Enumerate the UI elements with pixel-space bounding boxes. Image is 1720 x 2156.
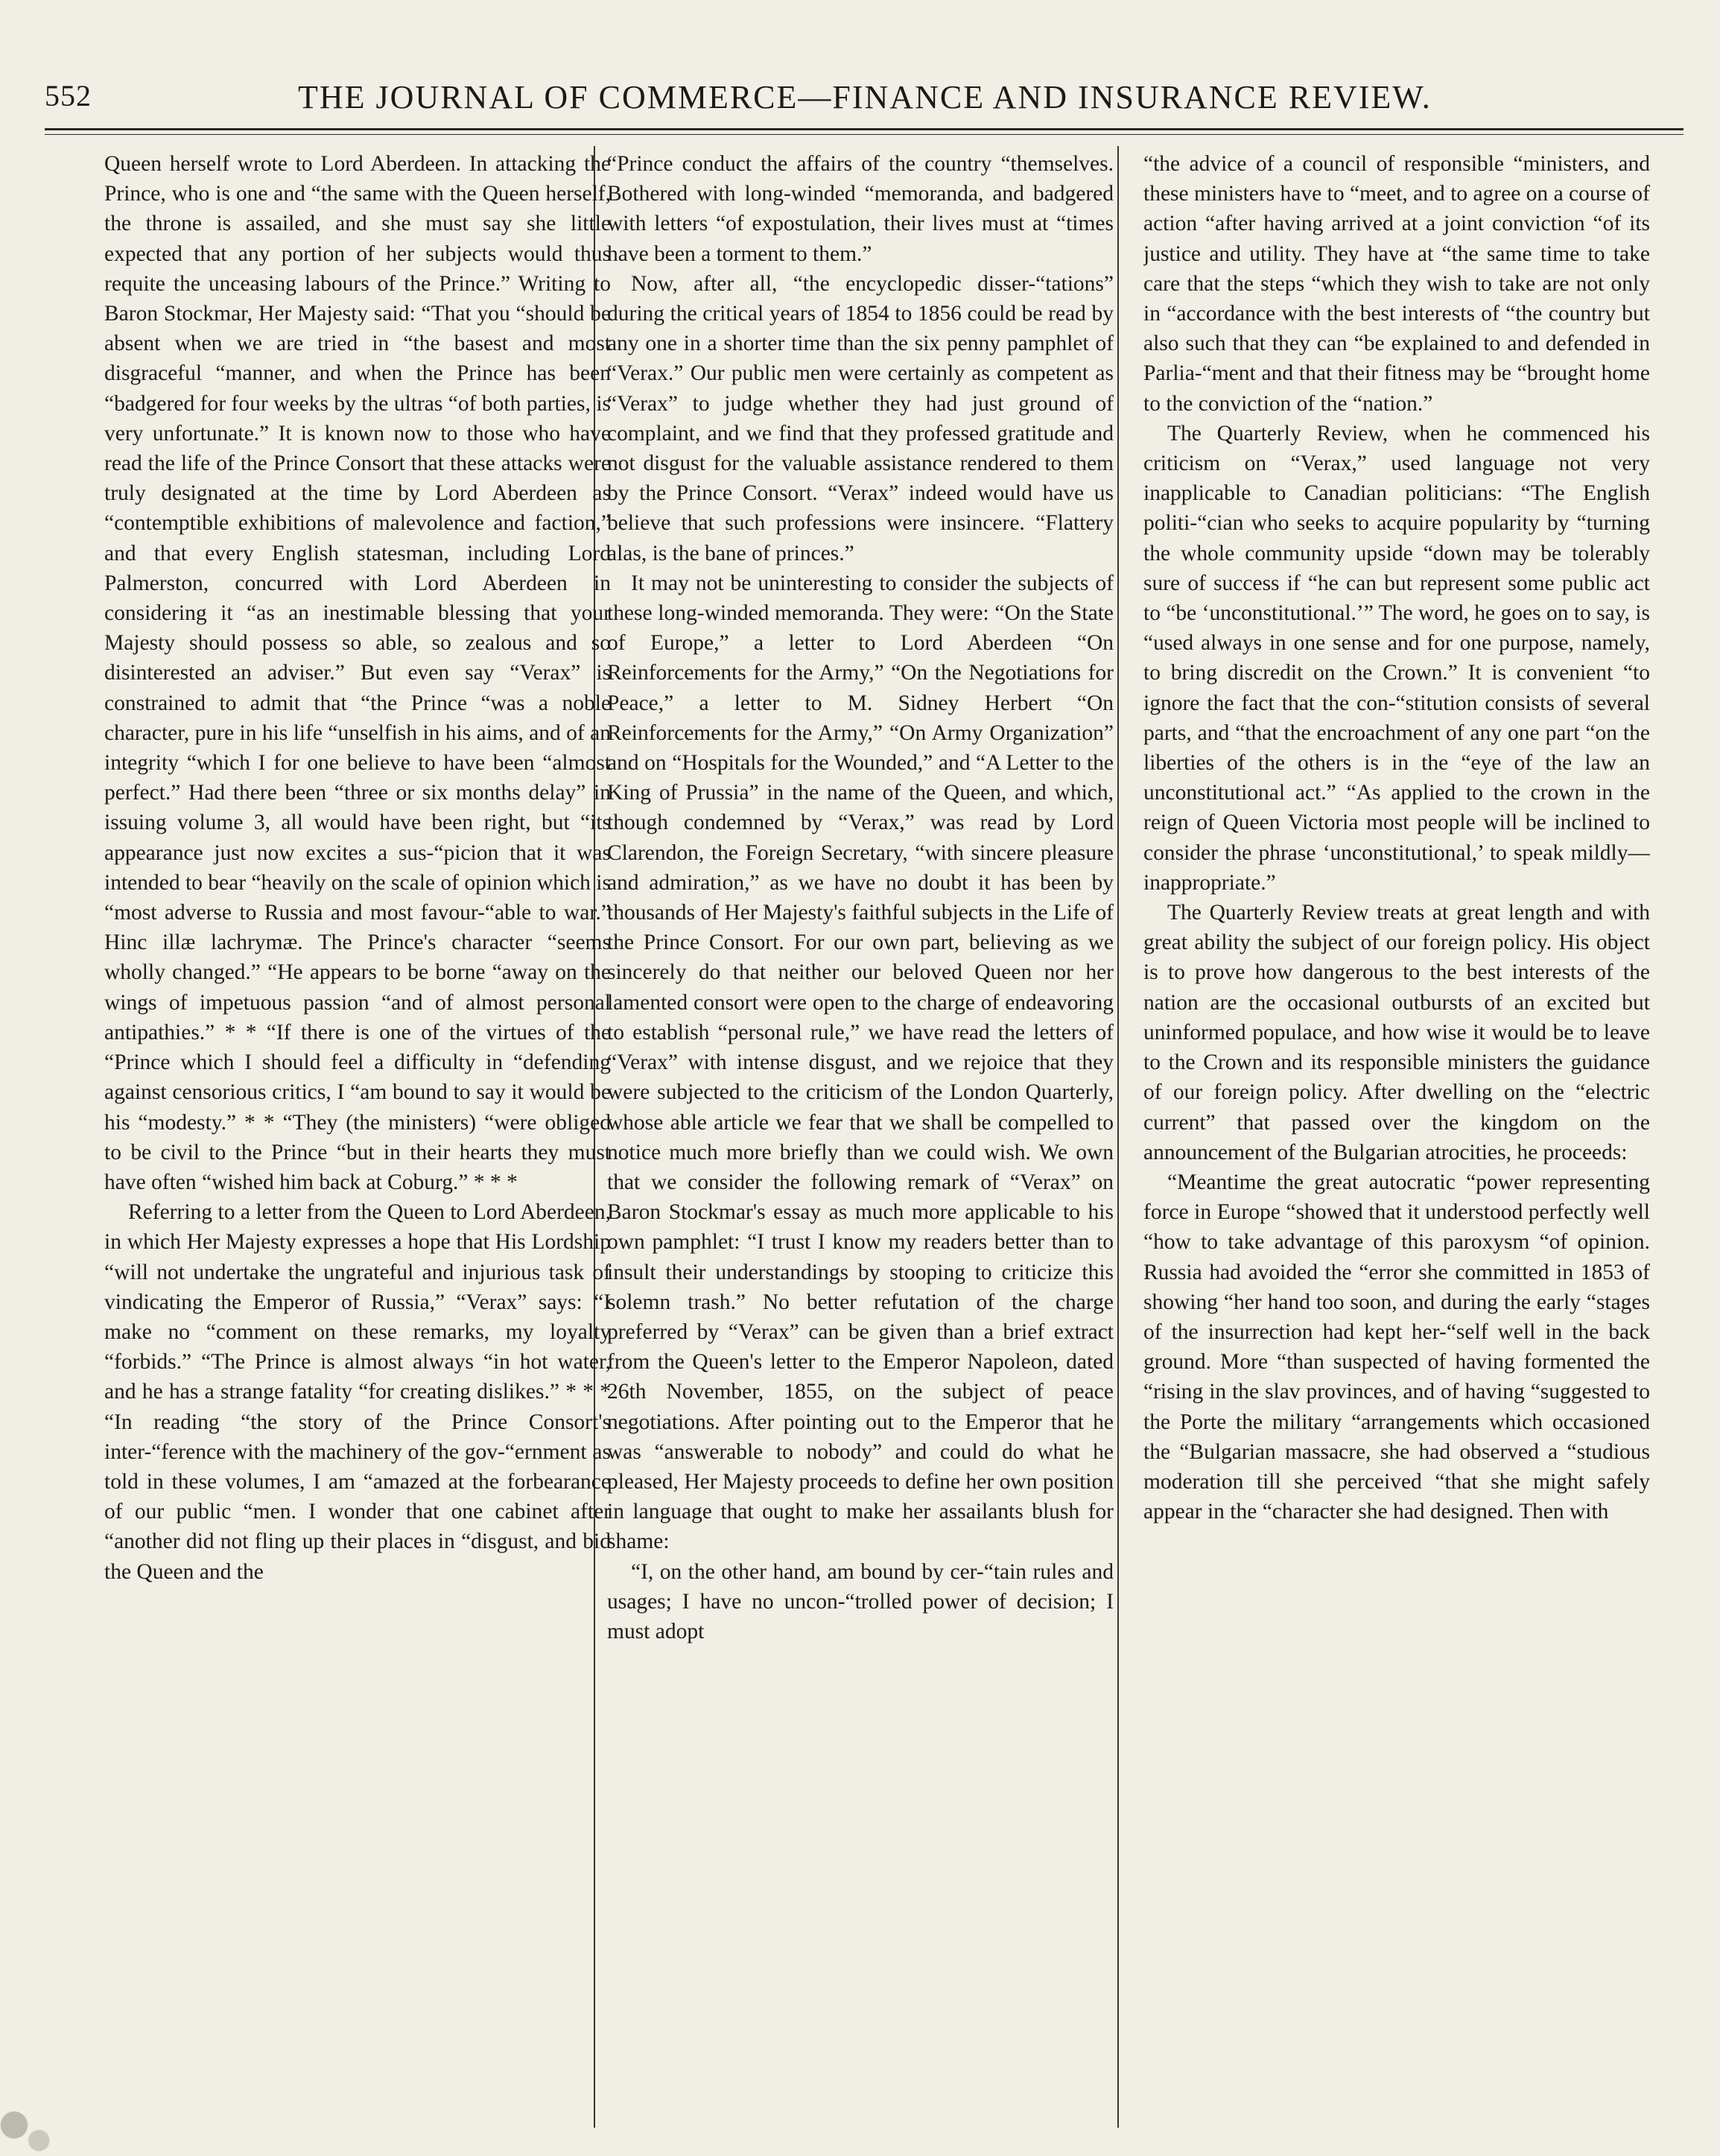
column-2 bbox=[607, 149, 1114, 2131]
paragraph: “Prince conduct the affairs of the country “themselves. Bothered with long-winded “memoranda, and badgered with letters “of expostulation, their lives must at “times have been a torment to them.” bbox=[607, 152, 1114, 266]
column-divider bbox=[1117, 146, 1119, 2128]
paragraph: The Quarterly Review, when he commenced his criticism on “Verax,” used language not very inapplicable to Canadian politicians: “The English politi-“cian who seeks to acquire popularity by “turning the whole community upside “down may be tolerably sure of success if “he can but represent some public act to “be ‘unconstitutional.’” The word, he goes on to say, is “used always in one sense and for one purpose, namely, to bring discredit on the Crown.” It is convenient “to ignore the fact that the con-“stitution consists of several parts, and “that the encroachment of any one part “on the liberties of the others is in the “eye of the law an unconstitutional act.” “As applied to the crown in the reign of Queen Victoria most people will be inclined to consider the phrase ‘unconstitutional,’ to speak mildly—inappropriate.” bbox=[1143, 421, 1650, 895]
paper-blemish bbox=[0, 2079, 71, 2156]
column-1 bbox=[104, 149, 611, 2131]
header-rule-thin bbox=[45, 134, 1683, 135]
paragraph: “the advice of a council of responsible “ministers, and these ministers have to “meet, and to agree on a course of action “after having arrived at a joint conviction “of its justice and utility. They have at “the same time to take care that the steps “which they wish to take are not only in “accordance with the best interests of “the country but also such that they can “be explained to and defended in Parlia-“ment and that their fitness may be “brought home to the conviction of the “nation.” bbox=[1143, 152, 1650, 416]
page-header bbox=[45, 78, 1683, 123]
paragraph: “Meantime the great autocratic “power representing force in Europe “showed that it understood perfectly well “how to take advantage of this paroxysm “of opinion. Russia had avoided the “error she committed in 1853 of showing “her hand too soon, and during the early “stages of the insurrection had kept her-“self well in the back ground. More “than suspected of having formented the “rising in the slav provinces, and of having “suggested to the Porte the military “arrangements which occasioned the “Bulgarian massacre, she had observed a “studious moderation till she perceived “that she might safely appear in the “character she had designed. Then with bbox=[1143, 1170, 1650, 1524]
paragraph: Referring to a letter from the Queen to Lord Aberdeen, in which Her Majesty expresses a hope that His Lordship “will not undertake the ungrateful and injurious task of vindicating the Emperor of Russia,” “Verax” says: “I make no “comment on these remarks, my loyalty “forbids.” “The Prince is almost always “in hot water, and he has a strange fatality “for creating dislikes.” * * * “In reading “the story of the Prince Consort's inter-“ference with the machinery of the gov-“ernment as told in these volumes, I am “amazed at the forbearance of our public “men. I wonder that one cabinet after “another did not fling up their places in “disgust, and bid the Queen and the bbox=[104, 1200, 611, 1584]
running-title: THE JOURNAL OF COMMERCE—FINANCE AND INSURANCE REVIEW. bbox=[298, 79, 1432, 115]
paragraph: Now, after all, “the encyclopedic disser-“tations” during the critical years of 1854 to 1856 could be read by any one in a shorter time than the six penny pamphlet of “Verax.” Our public men were certainly as competent as “Verax” to judge whether they had just ground of complaint, and we find that they professed gratitude and not disgust for the valuable assistance rendered to them by the Prince Consort. “Verax” indeed would have us believe that such professions were insincere. “Flattery alas, is the bane of princes.” bbox=[607, 271, 1114, 565]
paragraph: “I, on the other hand, am bound by cer-“tain rules and usages; I have no uncon-“trolled power of decision; I must adopt bbox=[607, 1559, 1114, 1643]
paragraph: Queen herself wrote to Lord Aberdeen. In attacking the Prince, who is one and “the same with the Queen herself, the throne is assailed, and she must say she little expected that any portion of her subjects would thus requite the unceasing labours of the Prince.” Writing to Baron Stockmar, Her Majesty said: “That you “should be absent when we are tried in “the basest and most disgraceful “manner, and when the Prince has been “badgered for four weeks by the ultras “of both parties, is very unfortunate.” It is known now to those who have read the life of the Prince Consort that these attacks were truly designated at the time by Lord Aberdeen as “contemptible exhibitions of malevolence and faction,” and that every English statesman, including Lord Palmerston, concurred with Lord Aberdeen in considering it “as an inestimable blessing that your Majesty should possess so able, so zealous and so disinterested an adviser.” But even say “Verax” is constrained to admit that “the Prince “was a noble character, pure in his life “unselfish in his aims, and of an integrity “which I for one believe to have been “almost perfect.” Had there been “three or six months delay” in issuing volume 3, all would have been right, but “its appearance just now excites a sus-“picion that it was intended to bear “heavily on the scale of opinion which is “most adverse to Russia and most favour-“able to war.” Hinc illæ lachrymæ. The Prince's character “seems wholly changed.” “He appears to be borne “away on the wings of impetuous passion “and of almost personal antipathies.” * * “If there is one of the virtues of the “Prince which I should feel a difficulty in “defending against censorious critics, I “am bound to say it would be his “modesty.” * * “They (the ministers) “were obliged to be civil to the Prince “but in their hearts they must have often “wished him back at Coburg.” * * * bbox=[104, 152, 611, 1194]
column-3 bbox=[1143, 149, 1650, 2131]
page-number: 552 bbox=[45, 79, 92, 112]
header-rule bbox=[45, 128, 1683, 130]
paragraph: The Quarterly Review treats at great length and with great ability the subject of our foreign policy. His object is to prove how dangerous to the best interests of the nation are the occasional outbursts of an excited but uninformed populace, and how wise it would be to leave to the Crown and its responsible ministers the guidance of our foreign policy. After dwelling on the “electric current” that passed over the kingdom on the announcement of the Bulgarian atrocities, he proceeds: bbox=[1143, 901, 1650, 1164]
paragraph: It may not be uninteresting to consider the subjects of these long-winded memoranda. They were: “On the State of Europe,” a letter to Lord Aberdeen “On Reinforcements for the Army,” “On the Negotiations for Peace,” a letter to M. Sidney Herbert “On Reinforcements for the Army,” “On Army Organization” and on “Hospitals for the Wounded,” and “A Letter to the King of Prussia” in the name of the Queen, and which, though condemned by “Verax,” was read by Lord Clarendon, the Foreign Secretary, “with sincere pleasure and admiration,” as we have no doubt it has been by thousands of Her Majesty's faithful subjects in the Life of the Prince Consort. For our own part, believing as we sincerely do that neither our beloved Queen nor her lamented consort were open to the charge of endeavoring to establish “personal rule,” we have read the letters of “Verax” with intense disgust, and we rejoice that they were subjected to the criticism of the London Quarterly, whose able article we fear that we shall be compelled to notice much more briefly than we could wish. We own that we consider the following remark of “Verax” on Baron Stockmar's essay as much more applicable to his own pamphlet: “I trust I know my readers better than to insult their understandings by stooping to criticize this solemn trash.” No better refutation of the charge preferred by “Verax” can be given than a brief extract from the Queen's letter to the Emperor Napoleon, dated 26th November, 1855, on the subject of peace negotiations. After pointing out to the Emperor that he was “answerable to nobody” and could do what he pleased, Her Majesty proceeds to define her own position in language that ought to make her assailants blush for shame: bbox=[607, 571, 1114, 1554]
